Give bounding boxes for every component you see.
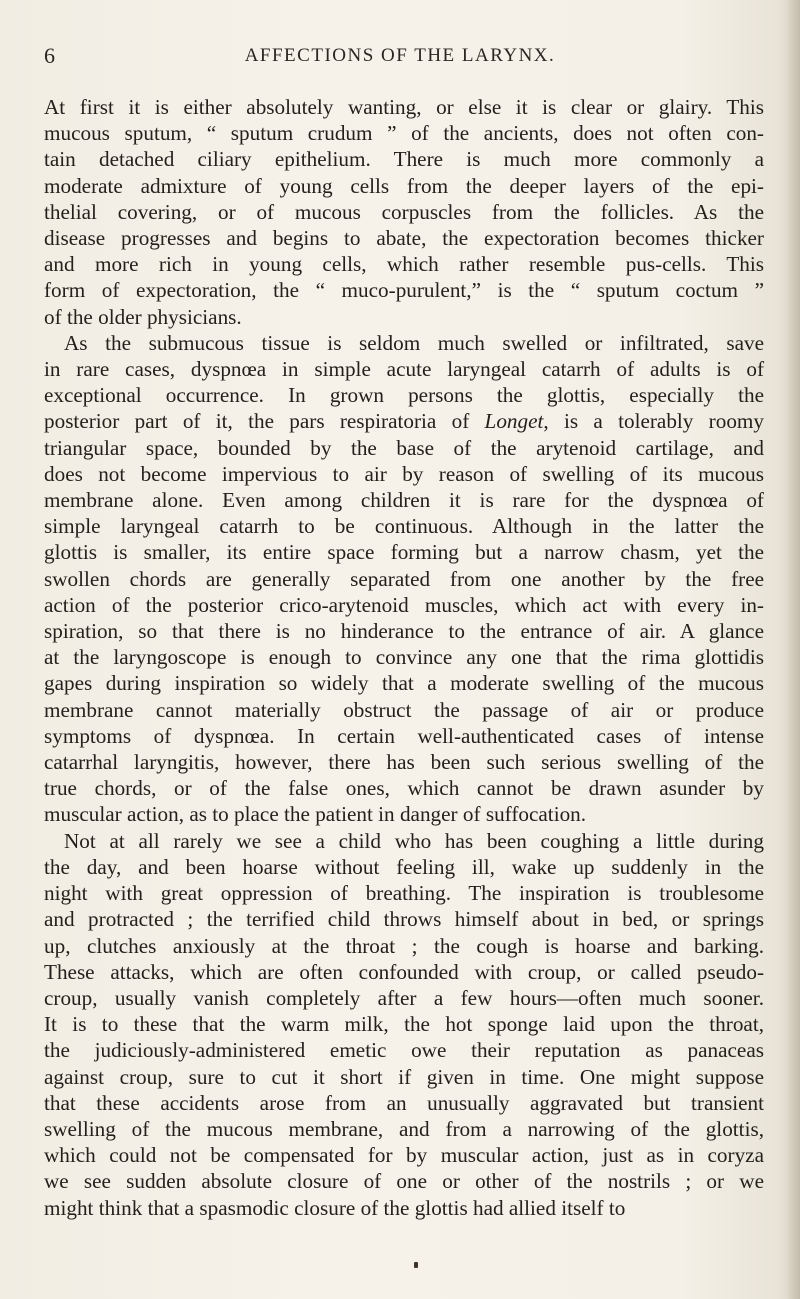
- text-line: that these accidents arose from an unusually aggravated but transient: [44, 1090, 764, 1115]
- text-line: At first it is either absolutely wanting, or else it is clear or glairy. This: [44, 95, 764, 119]
- text-line: exceptional occurrence. In grown persons the glottis, especially the: [44, 383, 764, 408]
- paragraph: [44, 94, 764, 330]
- text-line: and more rich in young cells, which rather resemble pus-cells. This: [44, 252, 764, 277]
- text-line: swollen chords are generally separated from one another by the free: [44, 566, 764, 591]
- text-line: of the older physicians.: [44, 304, 242, 329]
- text-line: gapes during inspiration so widely that a moderate swelling of the mucous: [44, 671, 764, 696]
- italic-term: Longet: [484, 409, 544, 434]
- text-line: triangular space, bounded by the base of the arytenoid cartilage, and: [44, 435, 764, 460]
- text-line: the judiciously-administered emetic owe their reputation as panaceas: [44, 1038, 764, 1063]
- text-line: form of expectoration, the “ muco-purulent,” is the “ sputum coctum ”: [44, 278, 764, 303]
- text-line: up, clutches anxiously at the throat ; the cough is hoarse and barking.: [44, 933, 764, 958]
- text-line: simple laryngeal catarrh to be continuous. Although in the latter the: [44, 514, 764, 539]
- text-line: at the laryngoscope is enough to convince any one that the rima glottidis: [44, 645, 764, 670]
- page-header: [0, 36, 800, 76]
- text-line: symptoms of dyspnœa. In certain well-authenticated cases of intense: [44, 723, 764, 748]
- text-line: muscular action, as to place the patient in danger of suffocation.: [44, 802, 587, 827]
- text-line: might think that a spasmodic closure of the glottis had allied itself to: [44, 1195, 626, 1220]
- text-line: It is to these that the warm milk, the hot sponge laid upon the throat,: [44, 1012, 764, 1037]
- paragraph: [44, 828, 764, 1221]
- text-line: action of the posterior crico-arytenoid muscles, which act with every in-: [44, 592, 764, 617]
- text-line: which could not be compensated for by muscular action, just as in coryza: [44, 1143, 764, 1168]
- text-line: true chords, or of the false ones, which cannot be drawn asunder by: [44, 776, 764, 801]
- text-line: posterior part of it, the pars respiratoria of Longet, is a tolerably roomy: [44, 409, 764, 434]
- text-line: These attacks, which are often confounded with croup, or called pseudo-: [44, 959, 764, 984]
- running-title: AFFECTIONS OF THE LARYNX.: [244, 45, 556, 66]
- body-text: [44, 94, 764, 1221]
- text-line: swelling of the mucous membrane, and from a narrowing of the glottis,: [44, 1116, 764, 1141]
- text-line: in rare cases, dyspnœa in simple acute laryngeal catarrh of adults is of: [44, 357, 764, 382]
- text-line: the day, and been hoarse without feeling ill, wake up suddenly in the: [44, 854, 764, 879]
- text-line: disease progresses and begins to abate, the expectoration becomes thicker: [44, 226, 764, 251]
- text-line: membrane cannot materially obstruct the passage of air or produce: [44, 697, 764, 722]
- text-line: croup, usually vanish completely after a few hours—often much sooner.: [44, 985, 764, 1010]
- text-line: and protracted ; the terrified child throws himself about in bed, or springs: [44, 907, 764, 932]
- text-line: Not at all rarely we see a child who has been coughing a little during: [64, 828, 764, 853]
- text-line: catarrhal laryngitis, however, there has been such serious swelling of the: [44, 750, 764, 775]
- text-line: thelial covering, or of mucous corpuscles from the follicles. As the: [44, 199, 764, 224]
- text-line: As the submucous tissue is seldom much swelled or infiltrated, save: [64, 330, 764, 355]
- text-line: against croup, sure to cut it short if given in time. One might suppose: [44, 1064, 764, 1089]
- text-line: does not become impervious to air by reason of swelling of its mucous: [44, 461, 764, 486]
- text-line: glottis is smaller, its entire space forming but a narrow chasm, yet the: [44, 540, 764, 565]
- paragraph: [44, 330, 764, 828]
- text-line: we see sudden absolute closure of one or other of the nostrils ; or we: [44, 1169, 764, 1194]
- printer-mark: [414, 1262, 418, 1268]
- text-line: tain detached ciliary epithelium. There is much more commonly a: [44, 147, 764, 172]
- text-line: moderate admixture of young cells from the deeper layers of the epi-: [44, 173, 764, 198]
- text-line: spiration, so that there is no hinderance to the entrance of air. A glance: [44, 619, 764, 644]
- page-number: 6: [44, 43, 55, 68]
- text-line: membrane alone. Even among children it is rare for the dyspnœa of: [44, 488, 764, 513]
- page-edge-shadow: [786, 0, 800, 1299]
- text-line: night with great oppression of breathing. The inspiration is troublesome: [44, 881, 764, 906]
- text-line: mucous sputum, “ sputum crudum ” of the ancients, does not often con-: [44, 121, 764, 146]
